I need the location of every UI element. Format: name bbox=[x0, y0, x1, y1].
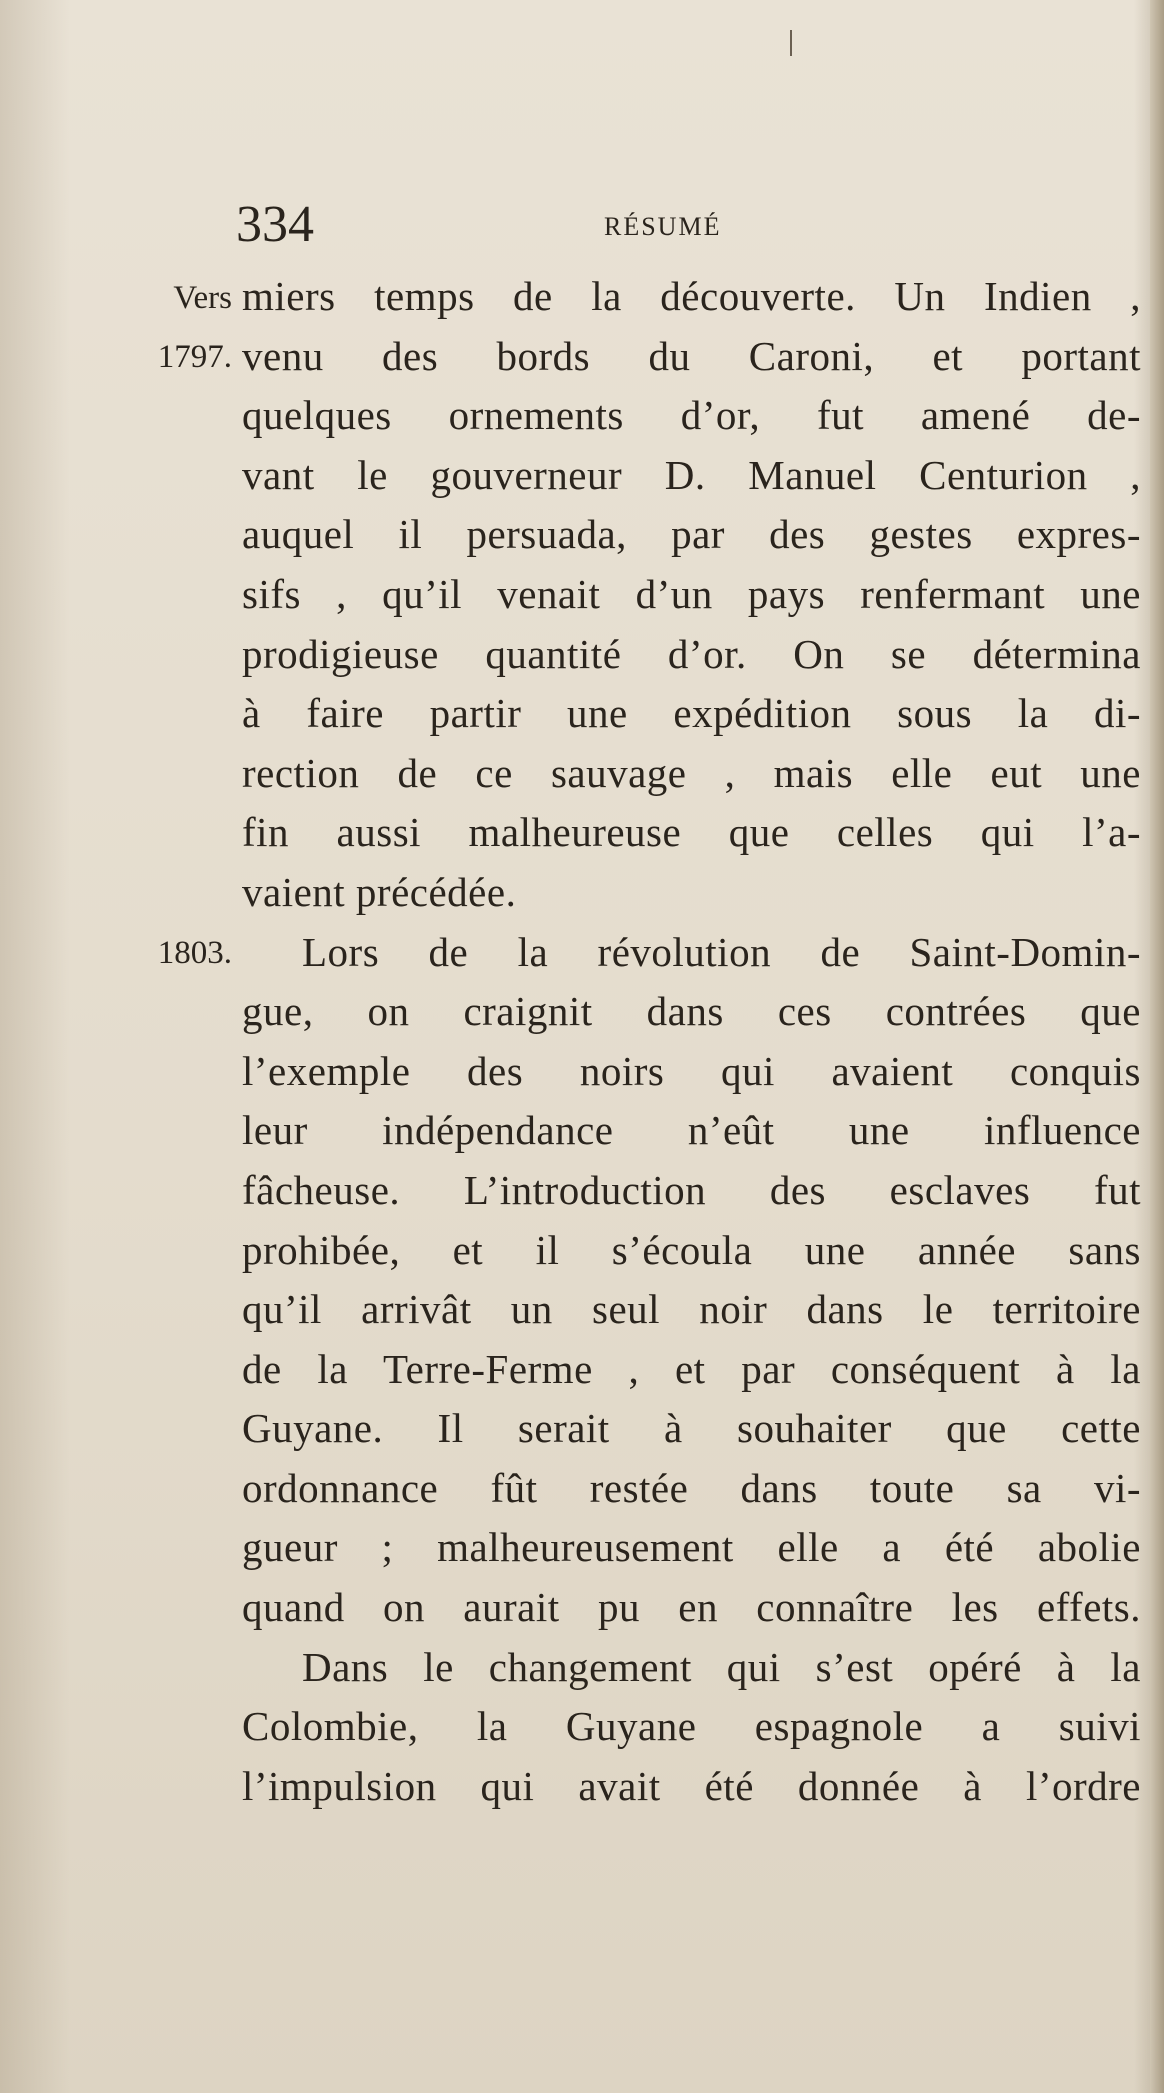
text-line: de la Terre-Ferme , et par conséquent à la bbox=[242, 1345, 1141, 1392]
text-line: Guyane. Il serait à souhaiter que cette bbox=[242, 1405, 1141, 1452]
text-line: prohibée, et il s’écoula une année sans bbox=[242, 1226, 1141, 1273]
page-edge bbox=[1150, 0, 1164, 2093]
ink-mark bbox=[790, 30, 792, 56]
running-title: RÉSUMÉ bbox=[604, 212, 722, 241]
text-line: prodigieuse quantité d’or. On se détermina bbox=[242, 630, 1141, 677]
text-line: ordonnance fût restée dans toute sa vi- bbox=[242, 1464, 1141, 1511]
margin-note-vers: Vers bbox=[173, 280, 232, 316]
margin-note-1803: 1803. bbox=[157, 935, 232, 971]
text-line: gueur ; malheureusement elle a été abolie bbox=[242, 1524, 1141, 1571]
text-line: auquel il persuada, par des gestes expres- bbox=[242, 511, 1141, 558]
page-number: 334 bbox=[236, 196, 314, 253]
text-line: sifs , qu’il venait d’un pays renfermant une bbox=[242, 570, 1141, 617]
text-line: fâcheuse. L’introduction des esclaves fut bbox=[242, 1166, 1141, 1213]
text-line: Lors de la révolution de Saint-Domin- bbox=[302, 928, 1141, 975]
text-line: rection de ce sauvage , mais elle eut une bbox=[242, 749, 1141, 796]
text-line: gue, on craignit dans ces contrées que bbox=[242, 988, 1141, 1035]
text-line: quelques ornements d’or, fut amené de- bbox=[242, 392, 1141, 439]
text-line: quand on aurait pu en connaître les effets. bbox=[242, 1584, 1141, 1631]
text-line: l’impulsion qui avait été donnée à l’ordre bbox=[242, 1762, 1141, 1809]
text-line: vaient précédée. bbox=[242, 868, 517, 915]
text-line: fin aussi malheureuse que celles qui l’a- bbox=[242, 809, 1141, 856]
text-line: leur indépendance n’eût une influence bbox=[242, 1107, 1141, 1154]
text-line: à faire partir une expédition sous la di- bbox=[242, 690, 1141, 737]
text-line: venu des bords du Caroni, et portant bbox=[242, 332, 1141, 379]
text-line: qu’il arrivât un seul noir dans le territoire bbox=[242, 1286, 1141, 1333]
text-line: l’exemple des noirs qui avaient conquis bbox=[242, 1047, 1141, 1094]
body-text bbox=[242, 267, 1141, 1816]
margin-note-1797: 1797. bbox=[157, 339, 232, 375]
text-line: vant le gouverneur D. Manuel Centurion , bbox=[242, 451, 1141, 498]
page-header bbox=[0, 195, 1164, 255]
text-line: miers temps de la découverte. Un Indien , bbox=[242, 273, 1141, 319]
text-line: Colombie, la Guyane espagnole a suivi bbox=[242, 1703, 1141, 1750]
text-line: Dans le changement qui s’est opéré à la bbox=[302, 1643, 1141, 1690]
